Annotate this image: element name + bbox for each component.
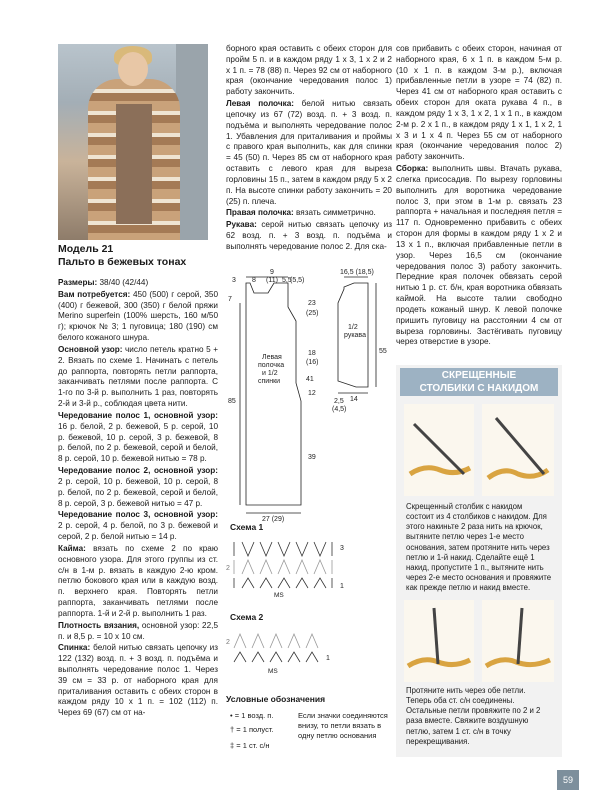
- yarn-shape-2: [488, 470, 548, 478]
- density-paragraph: [58, 621, 218, 643]
- assembly-label: Сборка:: [396, 164, 429, 174]
- illustration-3-svg: [404, 600, 474, 682]
- scheme1-row2: [234, 560, 332, 574]
- label-23: 23: [308, 300, 316, 307]
- label-11: (11): [266, 277, 278, 284]
- label-14: 14: [350, 396, 358, 403]
- technique-illustration-1: [404, 404, 474, 496]
- scheme2-svg: [226, 626, 392, 670]
- scheme2-row2: [234, 634, 318, 648]
- front-label-4: спинки: [258, 378, 281, 385]
- stripes3-label: Чередование полос 3, основной узор:: [58, 510, 218, 520]
- right-front-text: вязать симметрично.: [293, 208, 376, 218]
- hook-shape-4: [518, 608, 522, 664]
- sleeve-half: 1/2: [348, 324, 358, 331]
- sleeve-text: серой нитью связать цепочку из 62 возд. п. + 3 возд. п. подъёма и выполнять чередование полос 2. Для ска-: [226, 220, 392, 251]
- label-12: 12: [308, 390, 316, 397]
- materials-paragraph: [58, 290, 218, 344]
- sleeve-half2: рукава: [344, 332, 366, 339]
- label-7: 7: [228, 296, 232, 303]
- main-pattern-text: число петель кратно 5 + 2. Вязать по схеме 1. Начинать с петель до раппорта, повторять петли раппорта, заканчивать петлями после раппорта. С 1-го по 3-й р. выполнить 1 раз, повторять 2-й и 3-й р., соблюдая цвета нити.: [58, 344, 218, 409]
- label-25-sleeve: 2,5: [334, 398, 344, 405]
- column-3-text: [396, 44, 562, 349]
- label-18: 18: [308, 350, 316, 357]
- technique-title: [400, 368, 558, 396]
- main-pattern-label: Основной узор:: [58, 344, 123, 354]
- scheme1-svg: [226, 534, 392, 594]
- right-front-paragraph: [226, 208, 392, 219]
- legend-title: Условные обозначения: [226, 694, 326, 704]
- stripes3-text: 2 р. серой, 4 р. белой, по 3 р. бежевой и серой, 2 р. белой нитью = 14 р.: [58, 521, 218, 542]
- technique-text-1: Скрещенный столбик с накидом состоит из 4 столбиков с накидом. Для этого накиньте 2 раза нить на крючок, вытяните петлю через 1-е место основания, затем протяните нить через петлю и 1-й накид. Сделайте ещё 1 накид, пропустите 1 п., вытяните нить через 2-е место основания и провяжите как прежде петлю и накид вместе.: [406, 502, 552, 592]
- legend-chain-text: = 1 возд. п.: [234, 711, 274, 721]
- illustration-4-svg: [482, 600, 554, 682]
- stripes2-text: 2 р. серой, 10 р. бежевой, 10 р. серой, 8 р. белой, по 2 р. бежевой, серой и белой, 8 р. серой, 3 р. бежевой нитью = 47 р.: [58, 476, 218, 508]
- label-16: (16): [306, 359, 319, 366]
- back-paragraph: [58, 643, 218, 719]
- stripes2-paragraph: [58, 466, 218, 509]
- scheme1-row1-label: 1: [340, 583, 344, 590]
- technique-text-2: Протяните нить через обе петли. Теперь оба ст. с/н соединены. Остальные петли провяжите по 2 и 2 раза вместе. Свяжите воздушную петлю, затем 1 ст. с/н в точку перекрещивания.: [406, 686, 541, 746]
- technique-title-line2: СТОЛБИКИ С НАКИДОМ: [419, 383, 539, 394]
- scheme2-row2-label: 2: [226, 639, 230, 646]
- dress-figure: [116, 104, 152, 224]
- model-photo: [58, 44, 208, 240]
- label-85: 85: [228, 398, 236, 405]
- model-number: Модель 21: [58, 243, 114, 255]
- back-text: белой нитью связать цепочку из 122 (132) возд. п. + 3 возд. п. подъёма и выполнять чередование полос 1. Через 39 см = 33 р. от наборного края для приталивания оставить с обеих сторон в каждом ряду 10 х 1 п. = 102 (112) п. Через 69 (67) см от на-: [58, 643, 218, 718]
- stripes2-label: Чередование полос 2, основной узор:: [58, 466, 218, 476]
- back-label: Спинка:: [58, 643, 91, 653]
- photo-background: [176, 44, 208, 240]
- scheme1-title: Схема 1: [230, 522, 264, 532]
- legend-slip-text: = 1 полуст.: [236, 725, 274, 735]
- front-label-3: и 1/2: [262, 370, 278, 377]
- legend-note: Если значки соединяются внизу, то петли вязать в одну петлю основания: [298, 711, 388, 740]
- density-label: Плотность вязания,: [58, 620, 140, 630]
- main-pattern-paragraph: [58, 345, 218, 410]
- edging-label: Кайма:: [58, 543, 86, 553]
- scheme1-row1: [234, 578, 332, 588]
- stripes1-paragraph: [58, 411, 218, 465]
- label-55b: (5,5): [290, 277, 305, 284]
- materials-label: Вам потребуется:: [58, 289, 131, 299]
- left-front-paragraph: [226, 99, 392, 207]
- scheme2-row1-label: 1: [326, 655, 330, 662]
- left-front-label: Левая полочка:: [226, 99, 294, 109]
- sleeve-label: Рукава:: [226, 220, 257, 230]
- legend-item-chain: [230, 711, 273, 721]
- technique-illustration-4: [482, 600, 554, 682]
- assembly-text: выполнить швы. Втачать рукава, слегка присосадив. По вырезу горловины выполнить для воротника чередование полос 3, при этом в 1-м р. связать 23 раппорта + начальная и последняя петля = 117 п. Одновременно прибавить с обеих сторон для формы в каждом ряду 1 х 2 и 13 х 1 п., включая прибавленные петли в узор. Через 16,5 см (окончание чередования полос 3) работу закончить. Передние края полочек обвязать серой нитью 1 р. ст. б/н, края воротника обвязать каймой. На высоте талии свободно продеть кожаный шнур. К левой полочке пришить пуговицу на расстоянии 4 см от выреза горловины. Застёгивать пуговицу через отверстие в узоре.: [396, 164, 562, 347]
- illustration-1-svg: [404, 404, 474, 496]
- sizes-paragraph: [58, 278, 218, 289]
- technique-title-line1: СКРЕЩЕННЫЕ: [441, 370, 517, 381]
- double-crochet-icon: ‡: [230, 741, 235, 751]
- legend-item-dc: [230, 741, 269, 751]
- stitch-diagrams: [226, 520, 392, 690]
- scheme1-row3-label: 3: [340, 545, 344, 552]
- stripes1-label: Чередование полос 1, основной узор:: [58, 410, 218, 420]
- sizes-label: Размеры:: [58, 278, 98, 287]
- column-2-text: [226, 44, 392, 254]
- model-name: Пальто в бежевых тонах: [58, 256, 187, 269]
- model-title: [58, 243, 218, 269]
- legend-item-slip: [230, 725, 274, 735]
- assembly-paragraph: [396, 164, 562, 348]
- technique-illustration-2: [482, 404, 554, 496]
- label-55-sleeve: 55: [379, 348, 387, 355]
- edging-paragraph: [58, 544, 218, 620]
- right-front-label: Правая полочка:: [226, 208, 294, 218]
- pattern-schematic: [226, 263, 392, 523]
- head-figure: [118, 52, 148, 86]
- back-cont-paragraph: борного края оставить с обеих сторон для пройм 5 п. и в каждом ряду 1 х 3, 1 х 2 и 2 х 1 п. = 78 (88) п. Через 92 см от наборного края (окончание чередования полос 1) работу закончить.: [226, 44, 392, 97]
- label-3: 3: [232, 277, 236, 284]
- density-text: основной узор: 22,5 п. и 8,5 р. = 10 х 10 см.: [58, 620, 218, 641]
- scheme2-title: Схема 2: [230, 612, 264, 622]
- sleeve-top-label: 16,5 (18,5): [340, 269, 374, 276]
- illustration-2-svg: [482, 404, 554, 496]
- label-27: 27 (29): [262, 516, 285, 523]
- front-label-1: Левая: [262, 354, 282, 361]
- schematic-svg: [226, 263, 392, 523]
- label-8: 8: [252, 277, 256, 284]
- front-outline: [246, 283, 301, 505]
- sleeve-cont-paragraph: сов прибавить с обеих сторон, начиная от наборного края, 6 х 1 п. в каждом 5-м р. (10 х 1 п. в каждом 3-м р.), включая прибавленные петли в узоре = 74 (82) п. Через 41 см от наборного края оставить с обеих сторон для оката рукава 4 п., в каждом ряду 1 х 3, 1 х 2, 1 х 1 п., в каждом 2-м р. 2 х 1 п., в каждом ряду 1 х 1, 1 х 2, 1 х 3 и 1 х 4 п. Через 55 см от наборного края (окончание чередования полос 2) работу закончить.: [396, 44, 562, 162]
- stripes3-paragraph: [58, 510, 218, 542]
- page-number: 59: [557, 770, 579, 790]
- slip-stitch-icon: †: [230, 725, 235, 735]
- scheme1-ms: MS: [274, 592, 284, 599]
- scheme1-row3: [234, 542, 332, 556]
- sleeve-paragraph: [226, 220, 392, 252]
- scheme2-ms: MS: [268, 668, 278, 675]
- legend: [226, 694, 392, 761]
- technique-illustration-3: [404, 600, 474, 682]
- edging-text: вязать по схеме 2 по краю основного узора. Для этого группы из ст. с/н в 1-м р. вязать в каждую 2-ю кром. петлю бокового края или в каждую возд. п. верхнего края. Повторять петли раппорта, заканчивать петлями после раппорта. 1-й и 2-й р. выполнить 1 раз.: [58, 543, 218, 618]
- hook-shape-3: [434, 608, 438, 664]
- chain-icon: •: [230, 711, 233, 721]
- hook-shape-2: [496, 418, 544, 474]
- materials-text: 450 (500) г серой, 350 (400) г бежевой, 300 (350) г белой пряжи Merino superfein (100% шерсть, 160 м/50 г); крючок № 3; 1 пуговица; 180 (190) см белого кожаного шнура.: [58, 289, 218, 343]
- label-25: (25): [306, 310, 319, 317]
- label-45: (4,5): [332, 406, 347, 413]
- scheme2-row1: [234, 652, 318, 662]
- stripes1-text: 16 р. белой, 2 р. бежевой, 5 р. серой, 10 р. бежевой, 10 р. серой, 3 р. бежевой, 8 р. белой, по 2 р. бежевой, серой и белой, 8 р. серой, 10 р. бежевой нитью = 78 р.: [58, 421, 218, 464]
- label-9: 9: [270, 269, 274, 276]
- column-1-text: [58, 278, 218, 720]
- front-label-2: полочка: [258, 362, 285, 369]
- scheme1-row2-label: 2: [226, 565, 230, 572]
- label-55: 5,5: [282, 277, 292, 284]
- sizes-text: 38/40 (42/44): [97, 278, 149, 287]
- left-front-text: белой нитью связать цепочку из 67 (72) возд. п. + 3 возд. п. подъёма и выполнять чередование полос 1. Убавления для приталивания и проймы с правого края выполнить, как для спинки = 45 (50) п. Через 85 см от наборного края оставить с левого края для выреза горловины 15 п., затем в каждом ряду 5 х 2 п. На высоте спинки работу закончить = 20 (25) п. плеча.: [226, 99, 392, 206]
- legend-dc-text: = 1 ст. с/н: [236, 741, 270, 751]
- label-41: 41: [306, 376, 314, 383]
- label-39: 39: [308, 454, 316, 461]
